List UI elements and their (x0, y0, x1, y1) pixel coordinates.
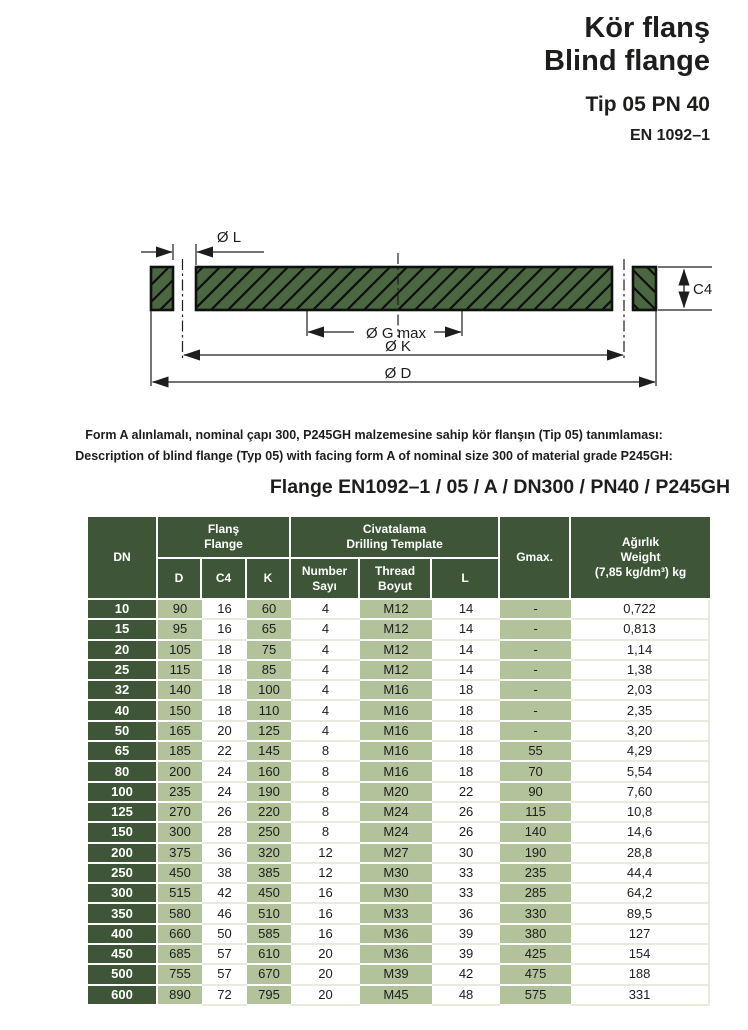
col-header-number-en: Number (301, 563, 348, 578)
cell-l: 39 (432, 925, 500, 945)
cell-d: 140 (158, 681, 202, 701)
cell-thread: M36 (360, 945, 432, 965)
cell-k: 110 (247, 701, 291, 721)
cell-l: 36 (432, 904, 500, 924)
flange-section-diagram (0, 215, 748, 415)
cell-c4: 28 (202, 823, 247, 843)
cell-k: 220 (247, 803, 291, 823)
cell-c4: 57 (202, 965, 247, 985)
cell-number: 16 (291, 904, 360, 924)
col-header-weight-tr: Ağırlık (621, 535, 660, 549)
cell-weight: 127 (571, 925, 710, 945)
spec-table (88, 517, 710, 1006)
cell-number: 8 (291, 762, 360, 782)
cell-weight: 64,2 (571, 884, 710, 904)
dim-Gmax-label: Ø G max (365, 325, 427, 342)
cell-thread: M16 (360, 742, 432, 762)
cell-d: 185 (158, 742, 202, 762)
spec-table-body (88, 600, 710, 1006)
cell-weight: 3,20 (571, 722, 710, 742)
table-row (88, 965, 710, 985)
cell-number: 4 (291, 620, 360, 640)
cell-d: 755 (158, 965, 202, 985)
cell-d: 90 (158, 600, 202, 620)
cell-dn: 32 (88, 681, 158, 701)
standard-label: EN 1092–1 (629, 127, 710, 144)
table-row (88, 620, 710, 640)
cell-gmax: 475 (500, 965, 571, 985)
col-header-dn: DN (88, 517, 158, 600)
cell-gmax: 330 (500, 904, 571, 924)
cell-dn: 65 (88, 742, 158, 762)
cell-gmax: 380 (500, 925, 571, 945)
cell-dn: 150 (88, 823, 158, 843)
cell-l: 42 (432, 965, 500, 985)
cell-d: 685 (158, 945, 202, 965)
cell-l: 26 (432, 823, 500, 843)
cell-d: 150 (158, 701, 202, 721)
cell-c4: 18 (202, 701, 247, 721)
cell-thread: M45 (360, 986, 432, 1006)
col-header-thread-tr: Boyut (378, 578, 413, 593)
title-block (544, 12, 710, 145)
cell-k: 145 (247, 742, 291, 762)
cell-d: 165 (158, 722, 202, 742)
cell-gmax: 285 (500, 884, 571, 904)
cell-k: 450 (247, 884, 291, 904)
col-group-flange-en: Flange (204, 537, 243, 551)
dim-C4-label: C4 (693, 281, 713, 298)
cell-weight: 14,6 (571, 823, 710, 843)
cell-gmax: 425 (500, 945, 571, 965)
cell-l: 39 (432, 945, 500, 965)
cell-number: 20 (291, 986, 360, 1006)
cell-c4: 24 (202, 783, 247, 803)
cell-k: 510 (247, 904, 291, 924)
table-row (88, 986, 710, 1006)
cell-gmax: - (500, 722, 571, 742)
cell-l: 22 (432, 783, 500, 803)
cell-gmax: 235 (500, 864, 571, 884)
cell-dn: 20 (88, 641, 158, 661)
cell-l: 26 (432, 803, 500, 823)
table-row (88, 844, 710, 864)
cell-thread: M12 (360, 661, 432, 681)
cell-dn: 10 (88, 600, 158, 620)
cell-dn: 40 (88, 701, 158, 721)
cell-d: 200 (158, 762, 202, 782)
table-row (88, 884, 710, 904)
cell-weight: 331 (571, 986, 710, 1006)
cell-weight: 0,813 (571, 620, 710, 640)
cell-gmax: 190 (500, 844, 571, 864)
cell-k: 65 (247, 620, 291, 640)
col-group-drilling (291, 517, 500, 559)
cell-l: 18 (432, 742, 500, 762)
cell-thread: M27 (360, 844, 432, 864)
table-row (88, 701, 710, 721)
cell-thread: M24 (360, 823, 432, 843)
cell-thread: M30 (360, 864, 432, 884)
table-row (88, 925, 710, 945)
cell-dn: 80 (88, 762, 158, 782)
col-header-thread (360, 559, 432, 600)
col-header-number-tr: Sayı (312, 578, 337, 593)
cell-thread: M12 (360, 620, 432, 640)
cell-c4: 16 (202, 600, 247, 620)
cell-number: 16 (291, 925, 360, 945)
table-row (88, 722, 710, 742)
type-label: Tip 05 PN 40 (585, 93, 710, 116)
cell-weight: 4,29 (571, 742, 710, 762)
cell-d: 95 (158, 620, 202, 640)
cell-l: 33 (432, 864, 500, 884)
dim-D-label: Ø D (384, 365, 412, 382)
col-header-weight (571, 517, 710, 600)
dim-L (141, 229, 264, 252)
page-title-tr: Kör flanş (584, 12, 710, 44)
cell-d: 580 (158, 904, 202, 924)
cell-gmax: 70 (500, 762, 571, 782)
table-row (88, 945, 710, 965)
flange-body (151, 267, 656, 310)
cell-c4: 20 (202, 722, 247, 742)
cell-k: 85 (247, 661, 291, 681)
dim-D (153, 365, 656, 382)
cell-k: 60 (247, 600, 291, 620)
col-header-gmax: Gmax. (500, 517, 571, 600)
cell-gmax: 90 (500, 783, 571, 803)
cell-dn: 200 (88, 844, 158, 864)
col-header-number (291, 559, 360, 600)
col-header-weight-en: Weight (620, 550, 661, 564)
cell-weight: 154 (571, 945, 710, 965)
cell-c4: 18 (202, 641, 247, 661)
cell-c4: 72 (202, 986, 247, 1006)
cell-thread: M12 (360, 641, 432, 661)
cell-thread: M20 (360, 783, 432, 803)
cell-thread: M16 (360, 762, 432, 782)
cell-k: 75 (247, 641, 291, 661)
cell-d: 300 (158, 823, 202, 843)
cell-dn: 100 (88, 783, 158, 803)
cell-k: 160 (247, 762, 291, 782)
cell-c4: 26 (202, 803, 247, 823)
cell-weight: 7,60 (571, 783, 710, 803)
cell-l: 30 (432, 844, 500, 864)
cell-dn: 600 (88, 986, 158, 1006)
cell-weight: 1,38 (571, 661, 710, 681)
col-header-c4: C4 (202, 559, 247, 600)
cell-c4: 46 (202, 904, 247, 924)
cell-weight: 44,4 (571, 864, 710, 884)
page-title-en: Blind flange (544, 45, 710, 77)
cell-d: 105 (158, 641, 202, 661)
cell-k: 385 (247, 864, 291, 884)
cell-dn: 350 (88, 904, 158, 924)
cell-dn: 250 (88, 864, 158, 884)
cell-number: 4 (291, 600, 360, 620)
cell-d: 660 (158, 925, 202, 945)
col-header-l: L (432, 559, 500, 600)
cell-number: 20 (291, 945, 360, 965)
cell-weight: 1,14 (571, 641, 710, 661)
cell-d: 375 (158, 844, 202, 864)
col-header-thread-en: Thread (375, 563, 416, 578)
cell-number: 4 (291, 681, 360, 701)
cell-d: 890 (158, 986, 202, 1006)
cell-d: 270 (158, 803, 202, 823)
cell-k: 320 (247, 844, 291, 864)
cell-gmax: 575 (500, 986, 571, 1006)
cell-number: 4 (291, 701, 360, 721)
cell-gmax: - (500, 620, 571, 640)
dim-L-label: Ø L (216, 229, 242, 246)
table-row (88, 864, 710, 884)
cell-thread: M16 (360, 701, 432, 721)
dim-K-label: Ø K (385, 338, 411, 355)
cell-thread: M39 (360, 965, 432, 985)
cell-number: 8 (291, 823, 360, 843)
table-row (88, 783, 710, 803)
cell-l: 18 (432, 681, 500, 701)
cell-thread: M16 (360, 681, 432, 701)
table-row (88, 681, 710, 701)
cell-weight: 2,35 (571, 701, 710, 721)
cell-number: 12 (291, 864, 360, 884)
col-header-k: K (247, 559, 291, 600)
cell-l: 48 (432, 986, 500, 1006)
cell-dn: 300 (88, 884, 158, 904)
cell-d: 515 (158, 884, 202, 904)
description-block (18, 425, 730, 467)
cell-number: 8 (291, 803, 360, 823)
cell-c4: 42 (202, 884, 247, 904)
cell-number: 16 (291, 884, 360, 904)
cell-c4: 38 (202, 864, 247, 884)
cell-l: 18 (432, 762, 500, 782)
cell-dn: 500 (88, 965, 158, 985)
cell-number: 4 (291, 722, 360, 742)
table-row (88, 762, 710, 782)
cell-c4: 22 (202, 742, 247, 762)
col-header-weight-unit: (7,85 kg/dm³) kg (594, 565, 687, 579)
cell-k: 585 (247, 925, 291, 945)
cell-k: 250 (247, 823, 291, 843)
cell-c4: 36 (202, 844, 247, 864)
cell-dn: 400 (88, 925, 158, 945)
cell-number: 8 (291, 742, 360, 762)
cell-weight: 188 (571, 965, 710, 985)
cell-l: 14 (432, 661, 500, 681)
cell-k: 670 (247, 965, 291, 985)
cell-l: 14 (432, 600, 500, 620)
cell-c4: 24 (202, 762, 247, 782)
cell-gmax: 140 (500, 823, 571, 843)
col-group-drilling-en: Drilling Template (346, 537, 443, 551)
cell-weight: 89,5 (571, 904, 710, 924)
table-row (88, 641, 710, 661)
cell-dn: 25 (88, 661, 158, 681)
cell-weight: 5,54 (571, 762, 710, 782)
cell-thread: M33 (360, 904, 432, 924)
cell-l: 18 (432, 701, 500, 721)
cell-k: 125 (247, 722, 291, 742)
cell-dn: 15 (88, 620, 158, 640)
cell-thread: M30 (360, 884, 432, 904)
cell-weight: 28,8 (571, 844, 710, 864)
cell-number: 8 (291, 783, 360, 803)
description-line-en: Description of blind flange (Typ 05) with facing form A of nominal size 300 of material grade P245GH: (75, 449, 673, 463)
cell-weight: 2,03 (571, 681, 710, 701)
col-group-flange-tr: Flanş (207, 522, 240, 536)
cell-c4: 16 (202, 620, 247, 640)
cell-l: 33 (432, 884, 500, 904)
cell-dn: 450 (88, 945, 158, 965)
cell-number: 4 (291, 641, 360, 661)
cell-number: 4 (291, 661, 360, 681)
cell-c4: 18 (202, 661, 247, 681)
cell-gmax: 55 (500, 742, 571, 762)
cell-weight: 0,722 (571, 600, 710, 620)
spec-table-header (88, 517, 710, 600)
description-line-tr: Form A alınlamalı, nominal çapı 300, P245GH malzemesine sahip kör flanşın (Tip 05) tanımlaması: (85, 428, 663, 442)
cell-k: 610 (247, 945, 291, 965)
cell-k: 190 (247, 783, 291, 803)
cell-dn: 50 (88, 722, 158, 742)
dim-C4 (658, 267, 712, 310)
col-header-d: D (158, 559, 202, 600)
cell-l: 14 (432, 641, 500, 661)
table-row (88, 600, 710, 620)
cell-d: 235 (158, 783, 202, 803)
col-group-drilling-tr: Civatalama (362, 522, 427, 536)
cell-gmax: - (500, 600, 571, 620)
cell-c4: 18 (202, 681, 247, 701)
table-row (88, 661, 710, 681)
cell-gmax: - (500, 701, 571, 721)
table-row (88, 803, 710, 823)
cell-c4: 57 (202, 945, 247, 965)
table-row (88, 823, 710, 843)
cell-gmax: - (500, 681, 571, 701)
cell-c4: 50 (202, 925, 247, 945)
cell-gmax: 115 (500, 803, 571, 823)
cell-thread: M16 (360, 722, 432, 742)
cell-l: 14 (432, 620, 500, 640)
col-group-flange (158, 517, 291, 559)
cell-thread: M12 (360, 600, 432, 620)
cell-number: 20 (291, 965, 360, 985)
cell-dn: 125 (88, 803, 158, 823)
cell-d: 450 (158, 864, 202, 884)
cell-gmax: - (500, 641, 571, 661)
flange-designation: Flange EN1092–1 / 05 / A / DN300 / PN40 / P245GH (269, 476, 731, 498)
cell-l: 18 (432, 722, 500, 742)
cell-d: 115 (158, 661, 202, 681)
cell-thread: M36 (360, 925, 432, 945)
cell-weight: 10,8 (571, 803, 710, 823)
dim-K (184, 338, 623, 355)
table-row (88, 742, 710, 762)
cell-thread: M24 (360, 803, 432, 823)
cell-k: 100 (247, 681, 291, 701)
table-row (88, 904, 710, 924)
cell-k: 795 (247, 986, 291, 1006)
cell-gmax: - (500, 661, 571, 681)
cell-number: 12 (291, 844, 360, 864)
